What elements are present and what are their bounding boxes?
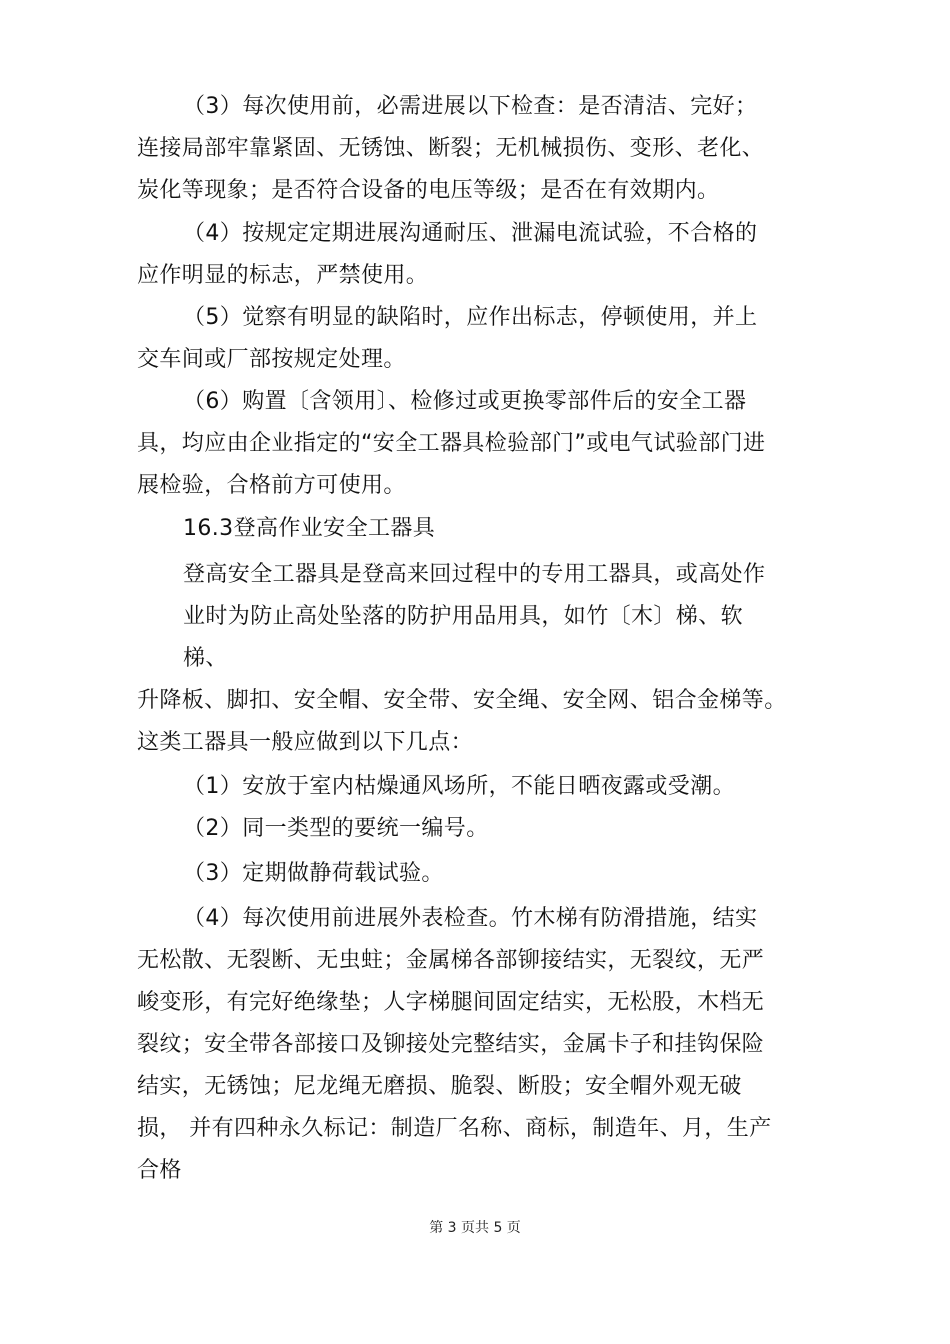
- paragraph-6-line-2: 具，均应由企业指定的“安全工器具检验部门”或电气试验部门进: [137, 431, 766, 456]
- item-4-line-3: 峻变形，有完好绝缘垫；人字梯腿间固定结实，无松股，木档无: [137, 990, 765, 1015]
- item-4-line-6: 损， 并有四种永久标记：制造厂名称、商标，制造年、月，生产: [137, 1116, 772, 1141]
- paragraph-3-line-3: 炭化等现象；是否符合设备的电压等级；是否在有效期内。: [137, 178, 720, 203]
- paragraph-4-line-1: （4）按规定定期进展沟通耐压、泄漏电流试验，不合格的: [183, 221, 758, 246]
- paragraph-3-line-1: （3）每次使用前，必需进展以下检查：是否清洁、完好；: [183, 94, 758, 119]
- page-number-footer: 第 3 页共 5 页: [429, 1220, 521, 1236]
- item-2-line: （2）同一类型的要统一编号。: [183, 816, 489, 841]
- intro-line-1: 登高安全工器具是登高来回过程中的专用工器具，或高处作: [183, 562, 766, 587]
- paragraph-6-line-3: 展检验，合格前方可使用。: [137, 473, 406, 498]
- intro-line-4: 升降板、脚扣、安全帽、安全带、安全绳、安全网、铝合金梯等。: [137, 688, 787, 713]
- item-4-line-7: 合格: [137, 1158, 182, 1183]
- intro-line-2: 业时为防止高处坠落的防护用品用具，如竹〔木〕梯、软: [183, 604, 744, 629]
- paragraph-5-line-2: 交车间或厂部按规定处理。: [137, 347, 406, 372]
- paragraph-5-line-1: （5）觉察有明显的缺陷时，应作出标志，停顿使用，并上: [183, 305, 758, 330]
- item-1-line: （1）安放于室内枯燥通风场所，不能日晒夜露或受潮。: [183, 774, 735, 799]
- item-3-line: （3）定期做静荷载试验。: [183, 861, 444, 886]
- item-4-line-2: 无松散、无裂断、无虫蛀；金属梯各部铆接结实，无裂纹，无严: [137, 948, 765, 973]
- intro-line-3: 梯、: [183, 646, 228, 671]
- intro-line-5: 这类工器具一般应做到以下几点：: [137, 730, 474, 755]
- item-4-line-5: 结实，无锈蚀；尼龙绳无磨损、脆裂、断股；安全帽外观无破: [137, 1074, 742, 1099]
- item-4-line-1: （4）每次使用前进展外表检查。竹木梯有防滑措施，结实: [183, 906, 758, 931]
- section-heading-16-3: 16.3登高作业安全工器具: [183, 516, 436, 541]
- item-4-line-4: 裂纹；安全带各部接口及铆接处完整结实，金属卡子和挂钩保险: [137, 1032, 765, 1057]
- paragraph-3-line-2: 连接局部牢靠紧固、无锈蚀、断裂；无机械损伤、变形、老化、: [137, 136, 765, 161]
- paragraph-4-line-2: 应作明显的标志，严禁使用。: [137, 263, 429, 288]
- paragraph-6-line-1: （6）购置〔含领用〕、检修过或更换零部件后的安全工器: [183, 389, 747, 414]
